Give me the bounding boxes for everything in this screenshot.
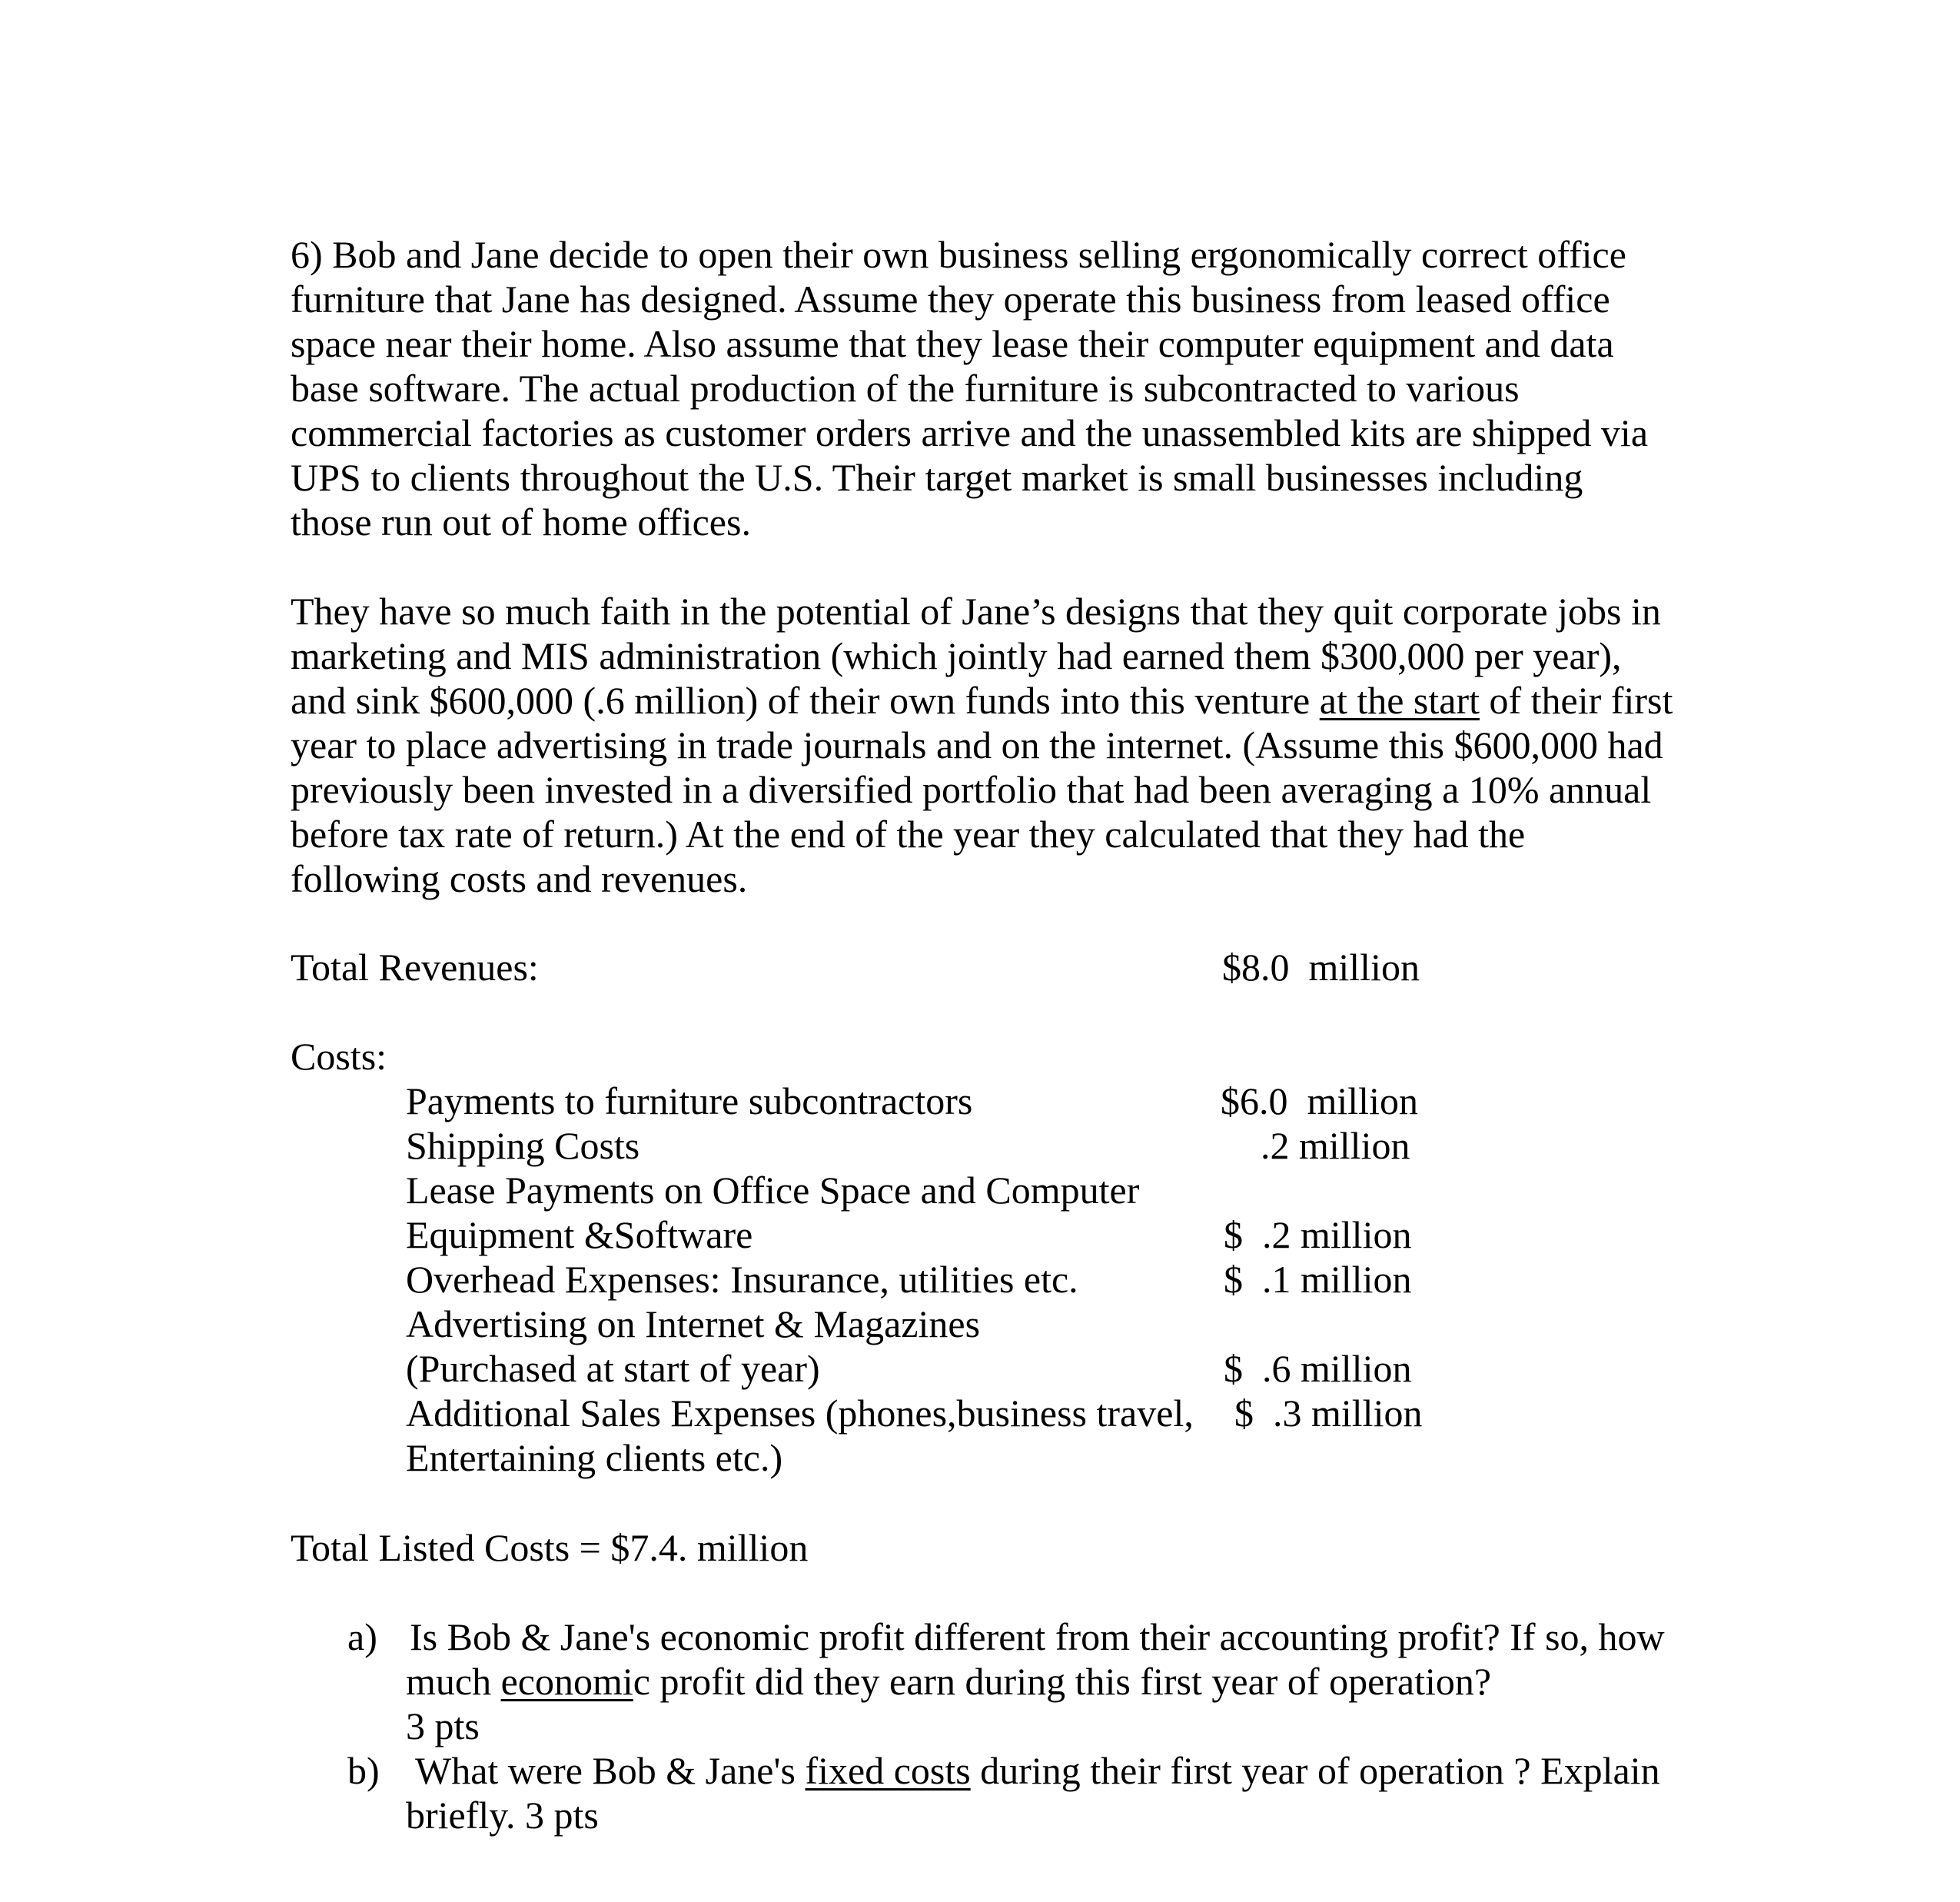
- revenue-label: Total Revenues:: [291, 946, 539, 989]
- subquestion-a-line: Is Bob & Jane's economic profit different from their accounting profit? If so, how: [410, 1615, 1665, 1658]
- text-line: base software. The actual production of the furniture is subcontracted to various: [291, 367, 1520, 410]
- text-line: furniture that Jane has designed. Assume they operate this business from leased office: [291, 278, 1610, 321]
- underlined-phrase: at the start: [1319, 679, 1480, 722]
- text-line: UPS to clients throughout the U.S. Their target market is small businesses including: [291, 456, 1583, 499]
- text-segment: What were Bob & Jane's: [415, 1749, 806, 1792]
- subquestion-a-line: [406, 1659, 1491, 1704]
- text-line: following costs and revenues.: [291, 857, 748, 900]
- costs-label: Costs:: [291, 1035, 387, 1078]
- cost-item-label: Overhead Expenses: Insurance, utilities etc.: [406, 1258, 1078, 1301]
- cost-item-value: $6.0 million: [1221, 1079, 1418, 1122]
- cost-item-value: $ .1 million: [1224, 1258, 1412, 1301]
- text-line: those run out of home offices.: [291, 500, 751, 544]
- cost-item-label: Additional Sales Expenses (phones,business travel,: [406, 1392, 1194, 1435]
- subquestion-a-points: 3 pts: [406, 1704, 480, 1747]
- text-line: 6) Bob and Jane decide to open their own business selling ergonomically correct office: [291, 233, 1626, 276]
- text-segment: and sink $600,000 (.6 million) of their own funds into this venture: [291, 679, 1320, 722]
- cost-item-value: $ .6 million: [1224, 1347, 1412, 1390]
- text-line: [291, 678, 1828, 723]
- question-paragraph-2: [291, 589, 1828, 901]
- text-segment: during their first year of operation ? Explain: [970, 1749, 1660, 1792]
- text-line: previously been invested in a diversified portfolio that had been averaging a 10% annual: [291, 768, 1652, 811]
- text-segment: of their first: [1480, 679, 1673, 722]
- cost-item-label: Entertaining clients etc.): [406, 1436, 783, 1479]
- cost-item-label: Shipping Costs: [406, 1124, 640, 1167]
- text-segment: much: [406, 1660, 501, 1703]
- cost-item-value: $ .3 million: [1234, 1392, 1423, 1435]
- text-line: year to place advertising in trade journals and on the internet. (Assume this $600,000 had: [291, 723, 1663, 766]
- underlined-phrase: economi: [500, 1660, 633, 1703]
- cost-item-value: .2 million: [1261, 1124, 1410, 1167]
- cost-item-label: Lease Payments on Office Space and Computer: [406, 1169, 1140, 1212]
- underlined-phrase: fixed costs: [805, 1749, 971, 1792]
- subquestion-b-line: briefly. 3 pts: [406, 1794, 599, 1837]
- revenue-value: $8.0 million: [1222, 946, 1420, 989]
- cost-item-label: Payments to furniture subcontractors: [406, 1079, 973, 1122]
- text-segment: c profit did they earn during this first year of operation?: [633, 1660, 1492, 1703]
- cost-item-label: (Purchased at start of year): [406, 1347, 820, 1390]
- subquestion-a-marker: a): [347, 1615, 377, 1658]
- text-line: commercial factories as customer orders arrive and the unassembled kits are shipped via: [291, 411, 1649, 454]
- total-costs: Total Listed Costs = $7.4. million: [291, 1526, 809, 1569]
- subquestion-b-marker: b): [347, 1749, 380, 1792]
- text-line: space near their home. Also assume that they lease their computer equipment and data: [291, 322, 1614, 365]
- subquestion-b-line: [415, 1748, 1660, 1793]
- text-line: before tax rate of return.) At the end of the year they calculated that they had the: [291, 813, 1526, 856]
- text-line: marketing and MIS administration (which jointly had earned them $300,000 per year),: [291, 634, 1622, 677]
- cost-item-label: Advertising on Internet & Magazines: [406, 1302, 981, 1345]
- cost-item-value: $ .2 million: [1224, 1213, 1412, 1256]
- text-line: They have so much faith in the potential of Jane’s designs that they quit corporate jobs in: [291, 590, 1661, 633]
- question-paragraph-1: [291, 232, 1828, 544]
- cost-item-label: Equipment &Software: [406, 1213, 753, 1256]
